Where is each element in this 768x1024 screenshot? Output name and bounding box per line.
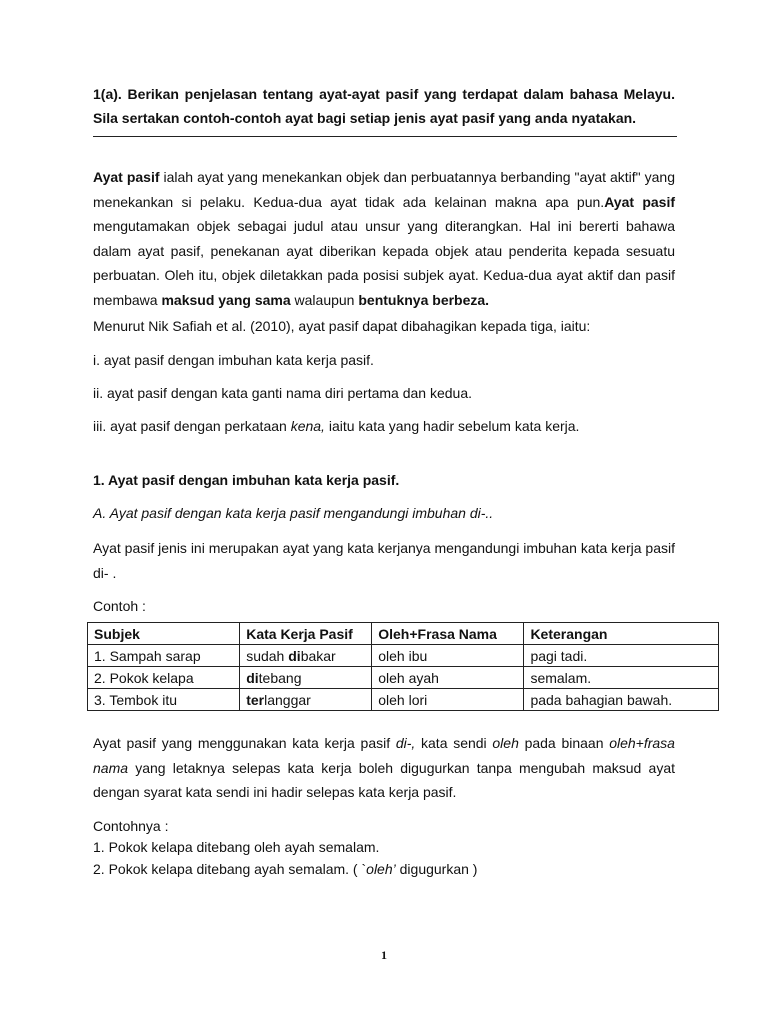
term-ayat-pasif: Ayat pasif: [93, 169, 160, 185]
cell-subjek: 2. Pokok kelapa: [88, 667, 240, 689]
example-2: [93, 859, 477, 879]
contoh-table: [87, 622, 719, 711]
intro-text-3: walaupun: [290, 291, 359, 308]
table-row: [88, 645, 719, 667]
header-kata-kerja-pasif: Kata Kerja Pasif: [240, 623, 372, 645]
contohnya-label: Contohnya :: [93, 818, 169, 834]
explanation-italic-di: di-,: [395, 735, 416, 751]
verb-root: langgar: [264, 691, 311, 708]
term-ayat-pasif-2: Ayat pasif: [604, 193, 675, 210]
explanation-italic-oleh-frasa: oleh+frasa nama: [93, 735, 675, 776]
contoh-label: Contoh :: [93, 598, 146, 614]
horizontal-rule: [93, 136, 677, 137]
cell-keterangan: pada bahagian bawah.: [524, 689, 719, 711]
example-1: 1. Pokok kelapa ditebang oleh ayah semalam.: [93, 839, 380, 855]
type-item-3-kena: kena,: [290, 418, 325, 434]
cell-subjek: 1. Sampah sarap: [88, 645, 240, 667]
explanation-text-4: yang letaknya selepas kata kerja boleh digugurkan tanpa mengubah maksud ayat dengan syarat kata sendi ini hadir selepas kata kerja pasif.: [93, 759, 675, 800]
table-header-row: [88, 623, 719, 645]
type-item-1: i. ayat pasif dengan imbuhan kata kerja pasif.: [93, 352, 374, 368]
explanation-text-1: Ayat pasif yang menggunakan kata kerja pasif: [93, 735, 396, 751]
verb-affix: di: [288, 647, 301, 664]
intro-text-1: ialah ayat yang menekankan objek dan perbuatannya berbanding "ayat aktif" yang menekankan si pelaku. Kedua-dua ayat tidak ada kelainan makna apa pun.: [93, 169, 675, 210]
header-subjek: Subjek: [88, 623, 240, 645]
bold-maksud-sama: maksud yang sama: [161, 291, 291, 308]
cell-keterangan: semalam.: [524, 667, 719, 689]
cell-kata-kerja: [240, 645, 372, 667]
type-item-3: [93, 416, 579, 436]
verb-root: bakar: [300, 647, 336, 664]
example-2-text-b: digugurkan ): [395, 861, 478, 877]
cell-oleh: oleh ayah: [372, 667, 524, 689]
type-item-2: ii. ayat pasif dengan kata ganti nama diri pertama dan kedua.: [93, 385, 473, 401]
type-item-3-text-b: iaitu kata yang hadir sebelum kata kerja.: [324, 418, 580, 434]
verb-prefix-text: sudah: [246, 647, 289, 664]
citation-text: Menurut Nik Safiah et al. (2010), ayat pasif dapat dibahagikan kepada tiga, iaitu:: [93, 318, 591, 334]
header-oleh-frasa-nama: Oleh+Frasa Nama: [372, 623, 524, 645]
explanation-text-2: kata sendi: [415, 735, 493, 751]
cell-subjek: 3. Tembok itu: [88, 689, 240, 711]
example-2-text-a: 2. Pokok kelapa ditebang ayah semalam. ( `: [93, 861, 367, 877]
explanation-italic-oleh: oleh: [492, 735, 519, 751]
header-keterangan: Keterangan: [524, 623, 719, 645]
type-item-3-text-a: iii. ayat pasif dengan perkataan: [93, 418, 291, 434]
question-text: [93, 82, 675, 135]
verb-root: tebang: [258, 669, 302, 686]
section-1-description: Ayat pasif jenis ini merupakan ayat yang kata kerjanya mengandungi imbuhan kata kerja pasif di- .: [93, 540, 675, 581]
section-1-heading: 1. Ayat pasif dengan imbuhan kata kerja pasif.: [93, 472, 400, 488]
section-1-subheading: A. Ayat pasif dengan kata kerja pasif mengandungi imbuhan di-..: [93, 505, 494, 521]
verb-affix: di: [246, 669, 259, 686]
cell-oleh: oleh lori: [372, 689, 524, 711]
cell-keterangan: pagi tadi.: [524, 645, 719, 667]
verb-affix: ter: [246, 691, 265, 708]
intro-text-2: mengutamakan objek sebagai judul atau unsur yang diterangkan. Hal ini bererti bahawa dalam ayat pasif, penekanan ayat diberikan kepada objek atau penderita kepada sesuatu perbuatan. Oleh itu, objek diletakkan pada posisi subjek ayat. Kedua-dua ayat aktif dan pasif membawa: [93, 218, 675, 308]
explanation-text-3: pada binaan: [518, 735, 610, 751]
table-row: [88, 689, 719, 711]
page-number: 1: [381, 948, 387, 962]
cell-kata-kerja: [240, 667, 372, 689]
example-2-italic-oleh: oleh’: [366, 861, 396, 877]
question-block: [93, 82, 675, 135]
cell-oleh: oleh ibu: [372, 645, 524, 667]
question-line-2: Sila sertakan contoh-contoh ayat bagi setiap jenis ayat pasif yang anda nyatakan.: [93, 110, 637, 126]
table-row: [88, 667, 719, 689]
question-line-1: 1(a). Berikan penjelasan tentang ayat-ayat pasif yang terdapat dalam bahasa Melayu.: [93, 86, 675, 102]
cell-kata-kerja: [240, 689, 372, 711]
intro-paragraph: [93, 165, 675, 312]
explanation-paragraph: [93, 731, 675, 805]
bold-bentuk-berbeza: bentuknya berbeza.: [358, 291, 490, 308]
